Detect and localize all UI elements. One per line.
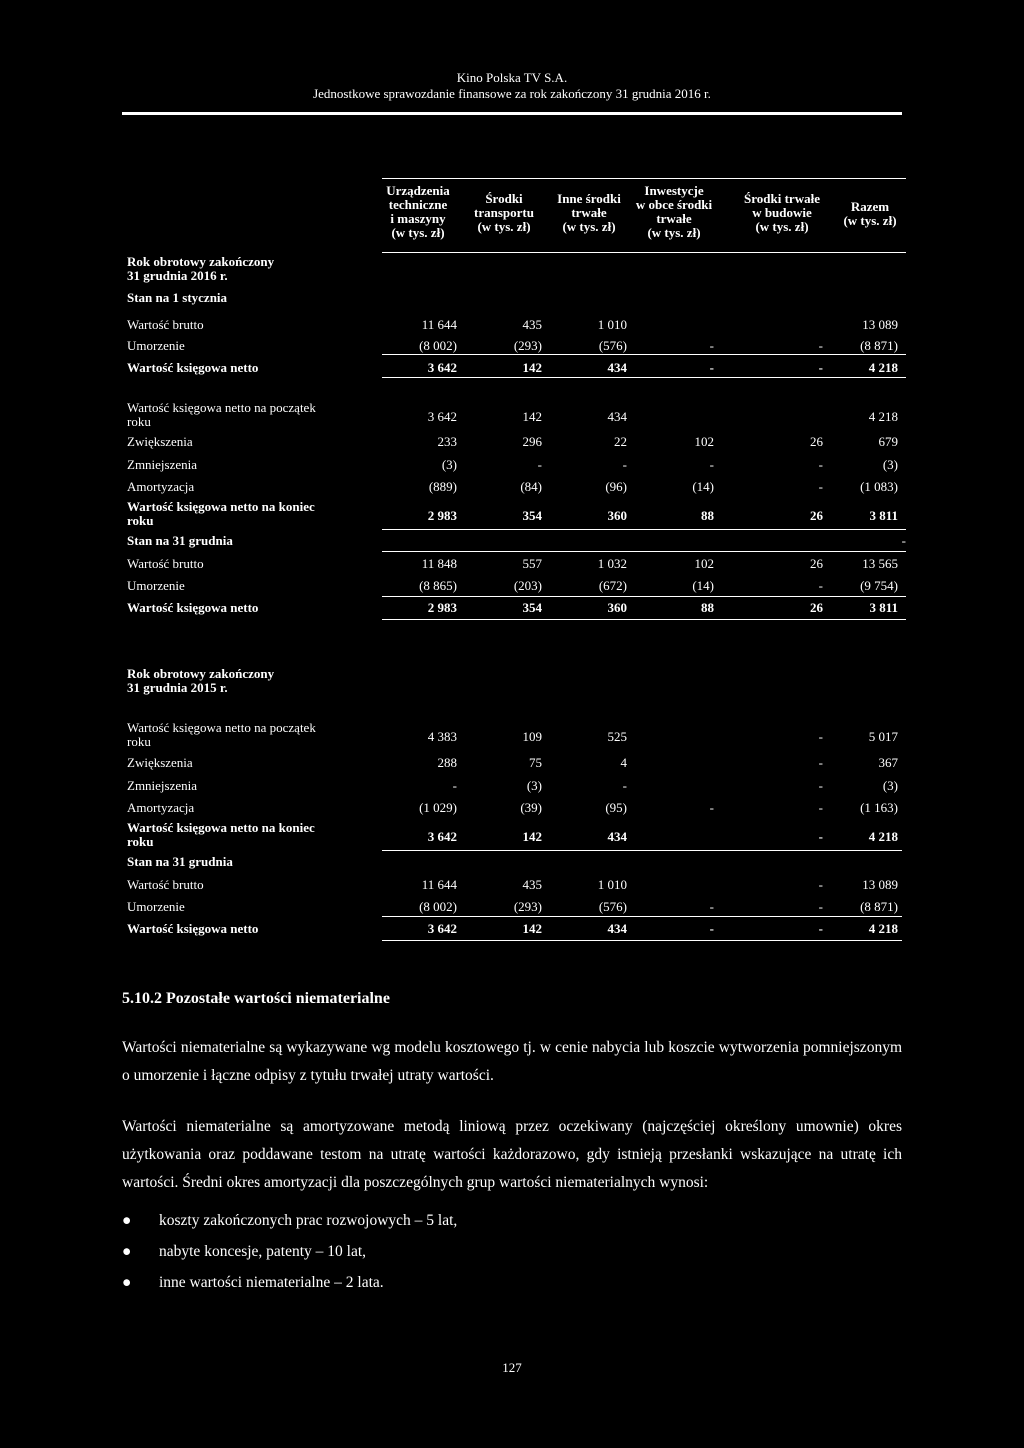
table-cell: 288 [437, 755, 457, 770]
table-cell: 3 642 [427, 409, 457, 424]
column-header: Środki transportu (w tys. zł) [474, 191, 534, 234]
row-label: Wartość księgowa netto na początek roku [127, 400, 316, 429]
bullet-icon: ● [122, 1243, 132, 1260]
paragraph-1: Wartości niematerialne są wykazywane wg modelu kosztowego tj. w cenie nabycia lub koszcie wytworzenia pomniejszonym o umorzenie i łączne odpisy z tytułu trwałej utraty wartości. [122, 1039, 902, 1084]
table-cell: 679 [878, 434, 898, 449]
table-cell: 22 [614, 434, 627, 449]
year-2016-heading: Rok obrotowy zakończony 31 grudnia 2016 r. [127, 254, 275, 283]
table-cell: 434 [607, 360, 627, 375]
table-cell: 2 983 [427, 600, 457, 615]
table-cell: 1 010 [597, 877, 627, 892]
table-rule [382, 551, 906, 552]
table-cell: 354 [522, 600, 542, 615]
row-label: Wartość księgowa netto na początek roku [127, 720, 316, 749]
table-cell: 434 [607, 409, 627, 424]
table-cell: (39) [520, 800, 542, 815]
table-cell: 360 [607, 508, 627, 523]
bullet-icon: ● [122, 1212, 132, 1229]
paragraph-2: Wartości niematerialne są amortyzowane metodą liniową przez oczekiwany (najczęściej określony umownie) okres użytkowania oraz poddawane testom na utratę wartości każdorazowo, gdy istnieją przesłanki wskazujące na utratę ich wartości. Średni okres amortyzacji dla poszczególnych grup wartości niematerialnych wynosi: [122, 1118, 902, 1191]
table-cell: - [818, 479, 823, 494]
table-cell: 11 644 [421, 877, 457, 892]
table-cell: - [818, 778, 823, 793]
list-item: ● inne wartości niematerialne – 2 lata. [122, 1274, 384, 1291]
table-cell: 142 [522, 409, 542, 424]
table-cell: - [818, 829, 823, 844]
table-cell: 11 848 [421, 556, 457, 571]
table-cell: 434 [607, 829, 627, 844]
table-cell: 435 [522, 317, 542, 332]
table-cell: (8 002) [419, 899, 457, 914]
table-cell: 3 642 [427, 921, 457, 936]
table-cell: 3 642 [427, 829, 457, 844]
table-rule [382, 596, 906, 597]
table-cell: 3 642 [427, 360, 457, 375]
table-cell: 4 [620, 755, 627, 770]
table-cell: 26 [810, 508, 823, 523]
row-label: Amortyzacja [127, 800, 195, 815]
table-rule [382, 529, 906, 530]
table-cell: 360 [607, 600, 627, 615]
table-top-rule [382, 178, 906, 179]
table-cell: 142 [522, 360, 542, 375]
table-cell: - [622, 778, 627, 793]
table-cell: 109 [522, 729, 542, 744]
table-cell: 354 [522, 508, 542, 523]
row-label: Wartość księgowa netto [127, 600, 259, 615]
row-label: Wartość brutto [127, 317, 204, 332]
table-cell: (3) [882, 778, 898, 793]
table-cell: - [709, 800, 714, 815]
table-cell: (293) [513, 338, 542, 353]
header-divider [122, 112, 902, 115]
table-cell: (3) [526, 778, 542, 793]
table-rule [382, 940, 902, 941]
table-cell: (1 029) [419, 800, 457, 815]
table-cell: - [709, 360, 714, 375]
row-label: Amortyzacja [127, 479, 195, 494]
table-cell: (203) [513, 578, 542, 593]
table-rule [382, 619, 906, 620]
table-cell: (576) [598, 338, 627, 353]
table-cell: (3) [882, 457, 898, 472]
row-label: Wartość brutto [127, 556, 204, 571]
table-cell: (8 871) [860, 899, 898, 914]
table-cell: (84) [520, 479, 542, 494]
row-label: Zmniejszenia [127, 778, 198, 793]
table-cell: (96) [605, 479, 627, 494]
table-cell: 13 565 [862, 556, 898, 571]
row-label: Zwiększenia [127, 755, 193, 770]
row-label: Umorzenie [127, 578, 185, 593]
table-rule [382, 354, 906, 355]
table-cell: 557 [522, 556, 542, 571]
table-cell: 4 383 [427, 729, 457, 744]
table-cell: 26 [810, 434, 823, 449]
table-cell: - [709, 899, 714, 914]
table-cell: 4 218 [868, 921, 898, 936]
table-cell: 13 089 [862, 877, 898, 892]
table-cell: (14) [692, 479, 714, 494]
closing-balance-label-2015: Stan na 31 grudnia [127, 854, 233, 869]
table-cell: 4 218 [868, 409, 898, 424]
table-cell: - [818, 360, 823, 375]
table-cell: (9 754) [860, 578, 898, 593]
column-header: Inwestycje w obce środki trwałe (w tys. zł) [635, 183, 713, 240]
table-cell: - [818, 899, 823, 914]
row-label: Umorzenie [127, 899, 185, 914]
table-cell: 88 [701, 600, 714, 615]
table-cell: - [818, 921, 823, 936]
closing-balance-label-2016: Stan na 31 grudnia [127, 533, 233, 548]
table-cell: (8 002) [419, 338, 457, 353]
table-cell: (1 083) [860, 479, 898, 494]
table-cell: - [709, 457, 714, 472]
table-cell: 102 [694, 556, 714, 571]
table-cell: - [622, 457, 627, 472]
table-cell: - [818, 800, 823, 815]
table-header-rule [382, 252, 906, 253]
table-cell: - [818, 729, 823, 744]
table-cell: (8 865) [419, 578, 457, 593]
table-cell: (8 871) [860, 338, 898, 353]
table-cell: 4 218 [868, 829, 898, 844]
document-header [0, 70, 1024, 102]
table-rule [382, 850, 902, 851]
table-cell: (889) [428, 479, 457, 494]
table-cell: 2 983 [427, 508, 457, 523]
row-label: Wartość księgowa netto [127, 921, 259, 936]
table-cell: 11 644 [421, 317, 457, 332]
table-cell: - [537, 457, 542, 472]
list-item: ● koszty zakończonych prac rozwojowych – 5 lat, [122, 1212, 458, 1229]
table-cell: 1 032 [597, 556, 627, 571]
row-label: Wartość księgowa netto na koniec roku [127, 499, 315, 528]
table-cell: 142 [522, 921, 542, 936]
table-cell: (1 163) [860, 800, 898, 815]
table-cell: - [452, 778, 457, 793]
table-cell: (293) [513, 899, 542, 914]
table-cell: (672) [598, 578, 627, 593]
row-label: Zmniejszenia [127, 457, 198, 472]
row-label: Wartość księgowa netto [127, 360, 259, 375]
year-2015-heading: Rok obrotowy zakończony 31 grudnia 2015 r. [127, 666, 275, 695]
table-cell: 233 [437, 434, 457, 449]
column-header: Urządzenia techniczne i maszyny (w tys. zł) [386, 183, 450, 240]
closing-balance-dash: - [901, 533, 906, 548]
table-cell: (576) [598, 899, 627, 914]
table-cell: 75 [529, 755, 542, 770]
table-cell: 142 [522, 829, 542, 844]
table-cell: 434 [607, 921, 627, 936]
table-cell: 296 [522, 434, 542, 449]
row-label: Wartość brutto [127, 877, 204, 892]
table-cell: 4 218 [868, 360, 898, 375]
table-cell: - [818, 877, 823, 892]
table-cell: (14) [692, 578, 714, 593]
row-label: Umorzenie [127, 338, 185, 353]
table-cell: 525 [607, 729, 627, 744]
table-cell: 3 811 [869, 508, 898, 523]
report-subtitle: Jednostkowe sprawozdanie finansowe za rok zakończony 31 grudnia 2016 r. [313, 86, 711, 101]
table-rule [382, 377, 906, 378]
table-cell: - [818, 755, 823, 770]
bullet-icon: ● [122, 1274, 132, 1291]
table-cell: 1 010 [597, 317, 627, 332]
table-cell: 102 [694, 434, 714, 449]
row-label: Zwiększenia [127, 434, 193, 449]
table-cell: 26 [810, 556, 823, 571]
table-cell: 13 089 [862, 317, 898, 332]
table-cell: - [818, 578, 823, 593]
table-cell: 5 017 [868, 729, 898, 744]
row-label: Wartość księgowa netto na koniec roku [127, 820, 315, 849]
column-header: Inne środki trwałe (w tys. zł) [557, 191, 621, 234]
table-cell: (3) [441, 457, 457, 472]
table-cell: 26 [810, 600, 823, 615]
page-number: 127 [502, 1360, 522, 1375]
table-cell: - [818, 338, 823, 353]
table-cell: - [818, 457, 823, 472]
section-title: 5.10.2 Pozostałe wartości niematerialne [122, 990, 390, 1007]
column-header: Razem (w tys. zł) [843, 199, 897, 228]
column-header: Środki trwałe w budowie (w tys. zł) [744, 191, 820, 234]
table-rule [382, 916, 902, 917]
opening-balance-label-2016: Stan na 1 stycznia [127, 290, 228, 305]
list-item: ● nabyte koncesje, patenty – 10 lat, [122, 1243, 367, 1260]
table-cell: 88 [701, 508, 714, 523]
table-cell: - [709, 921, 714, 936]
table-cell: - [709, 338, 714, 353]
table-cell: 367 [878, 755, 898, 770]
table-cell: (95) [605, 800, 627, 815]
table-cell: 3 811 [869, 600, 898, 615]
company-name: Kino Polska TV S.A. [456, 70, 568, 85]
table-cell: 435 [522, 877, 542, 892]
